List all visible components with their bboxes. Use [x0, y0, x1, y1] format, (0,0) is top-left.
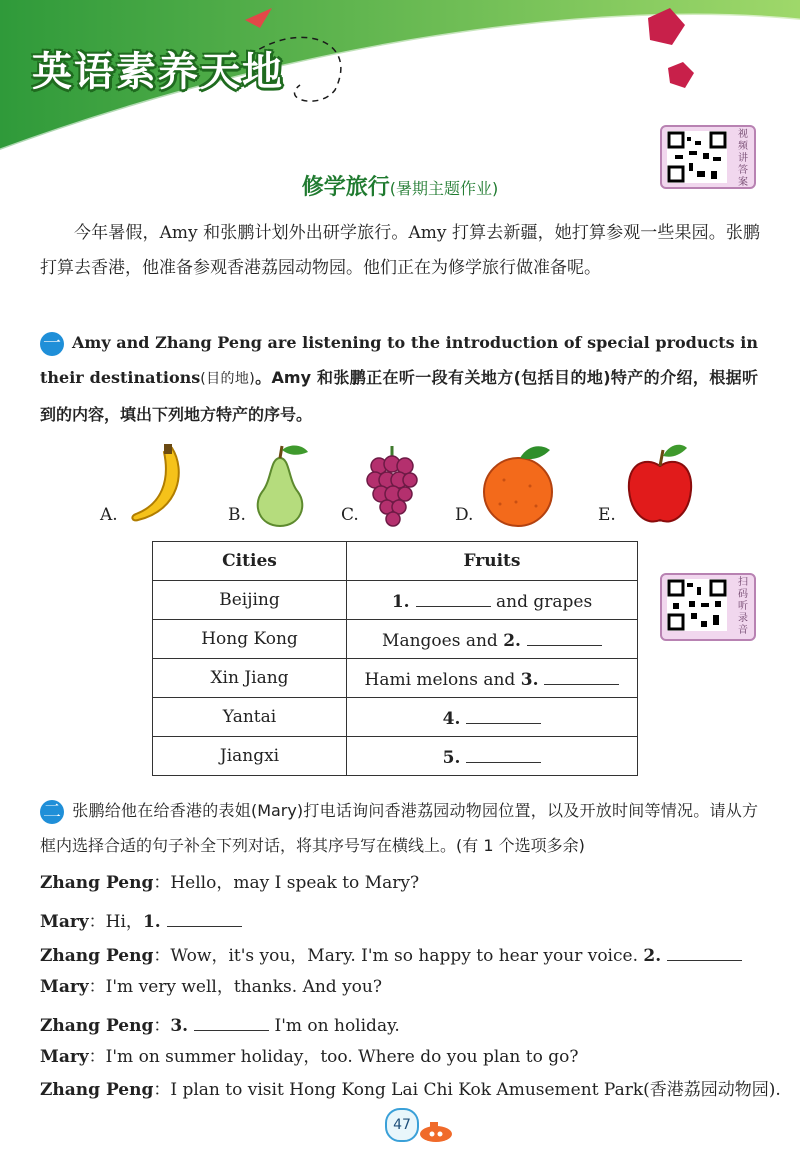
- answer-blank[interactable]: [194, 1012, 269, 1031]
- answer-blank[interactable]: [167, 908, 242, 927]
- dialog-line: [40, 1012, 400, 1036]
- banana-icon: [128, 440, 190, 530]
- answer-blank[interactable]: [667, 942, 742, 961]
- part1-number: 一: [40, 332, 64, 356]
- part2-instructions: [40, 793, 758, 863]
- fruit-label: C.: [341, 505, 359, 525]
- pear-icon: [250, 440, 310, 530]
- fruit-cell: [347, 581, 638, 620]
- city-cell: Beijing: [153, 581, 347, 620]
- cities-fruits-table: [152, 541, 638, 776]
- blank-number: 2.: [503, 631, 521, 651]
- intro-paragraph: 今年暑假，Amy 和张鹏计划外出研学旅行。Amy 打算去新疆，她打算参观一些果园。张鹏打算去香港，他准备参观香港荔园动物园。他们正在为修学旅行做准备呢。: [40, 223, 760, 278]
- blank-number: 4.: [442, 709, 461, 729]
- apple-icon: [625, 440, 695, 530]
- banner-title: 英语素养天地: [32, 49, 284, 95]
- table-header-row: [153, 542, 638, 581]
- dialog-line: [40, 908, 242, 932]
- speaker-colon: ：: [153, 873, 171, 893]
- answer-blank[interactable]: [416, 588, 491, 607]
- city-cell: Xin Jiang: [153, 659, 347, 698]
- speaker-colon: ：: [153, 1080, 171, 1100]
- table-row: [153, 620, 638, 659]
- part2-text: 张鹏给他在给香港的表姐(Mary)打电话询问香港荔园动物园位置，以及开放时间等情况。请从方框内选择合适的句子补全下列对话，将其序号写在横线上。(有 1 个选项多余): [40, 801, 758, 855]
- orange-icon: [480, 440, 556, 530]
- blank-number: 3.: [520, 670, 539, 690]
- dialog-text: Hi，: [105, 912, 143, 932]
- dialog-line: [40, 1047, 578, 1067]
- fruit-label: E.: [598, 505, 616, 525]
- dialog-line: [40, 873, 419, 893]
- blank-number: 5.: [442, 748, 461, 768]
- speaker: Zhang Peng: [40, 1080, 154, 1100]
- table-row: [153, 698, 638, 737]
- table-header-cities: Cities: [153, 542, 347, 581]
- speaker: Mary: [40, 977, 89, 997]
- table-row: [153, 737, 638, 776]
- speaker-colon: ：: [153, 1016, 171, 1036]
- dialog-text: Wow，it's you，Mary. I'm so happy to hear your voice.: [170, 946, 638, 966]
- speaker: Zhang Peng: [40, 946, 154, 966]
- city-cell: Jiangxi: [153, 737, 347, 776]
- fruit-text: Mangoes and: [382, 631, 498, 651]
- speaker: Mary: [40, 912, 89, 932]
- qr-code-audio[interactable]: [660, 573, 756, 641]
- fruit-label: D.: [455, 505, 474, 525]
- part1-cn-text: 。Amy 和张鹏正在听一段有关地方(包括目的地)特产的介绍，根据听到的内容，填出下列地方特产的序号。: [40, 368, 758, 424]
- submarine-icon: [414, 1118, 454, 1144]
- section-title-main: 修学旅行: [301, 175, 390, 200]
- speaker-colon: ：: [153, 946, 171, 966]
- answer-blank[interactable]: [466, 705, 541, 724]
- answer-blank[interactable]: [544, 666, 619, 685]
- dialog-line: [40, 977, 382, 997]
- dialog-text: I'm very well，thanks. And you?: [105, 977, 382, 997]
- fruit-label: A.: [100, 505, 118, 525]
- speaker: Zhang Peng: [40, 873, 154, 893]
- page-number: 47: [385, 1108, 419, 1142]
- speaker-colon: ：: [88, 912, 106, 932]
- dialog-text: I plan to visit Hong Kong Lai Chi Kok Amusement Park(香港荔园动物园).: [170, 1080, 781, 1100]
- table-header-fruits: Fruits: [347, 542, 638, 581]
- table-row: [153, 659, 638, 698]
- grapes-icon: [365, 440, 419, 530]
- dialog-line: [40, 942, 742, 966]
- dialog-text: Hello，may I speak to Mary?: [170, 873, 420, 893]
- city-cell: Hong Kong: [153, 620, 347, 659]
- blank-number: 2.: [643, 946, 662, 966]
- part2-number: 二: [40, 800, 64, 824]
- dialog-line: [40, 1080, 781, 1100]
- blank-number: 1.: [142, 912, 161, 932]
- answer-blank[interactable]: [466, 744, 541, 763]
- blank-number: 1.: [391, 592, 410, 612]
- speaker-colon: ：: [88, 1047, 106, 1067]
- dialog-text: I'm on summer holiday，too. Where do you plan to go?: [105, 1047, 579, 1067]
- section-title: [0, 170, 800, 201]
- table-row: [153, 581, 638, 620]
- qr-label: 视频讲答案: [738, 129, 748, 188]
- qr-label: 扫码听录音: [738, 577, 748, 636]
- fruit-cell: [347, 659, 638, 698]
- speaker: Zhang Peng: [40, 1016, 154, 1036]
- fruit-text: and grapes: [495, 592, 593, 612]
- part1-note: (目的地): [200, 371, 255, 387]
- speaker-colon: ：: [88, 977, 106, 997]
- speaker: Mary: [40, 1047, 89, 1067]
- part1-instructions: [40, 325, 758, 432]
- fruit-text: Hami melons and: [364, 670, 516, 690]
- qr-code-icon: [667, 579, 727, 631]
- blank-number: 3.: [170, 1016, 189, 1036]
- fruit-label: B.: [228, 505, 246, 525]
- answer-blank[interactable]: [527, 627, 602, 646]
- gem-icon-small: [668, 62, 694, 88]
- section-title-sub: (暑期主题作业): [389, 179, 499, 198]
- city-cell: Yantai: [153, 698, 347, 737]
- fruit-cell: [347, 620, 638, 659]
- dialog-text: I'm on holiday.: [274, 1016, 400, 1036]
- part1-en-text: Amy and Zhang Peng are listening to the introduction of special products in their destinations: [40, 333, 758, 387]
- fruit-cell: [347, 698, 638, 737]
- fruit-cell: [347, 737, 638, 776]
